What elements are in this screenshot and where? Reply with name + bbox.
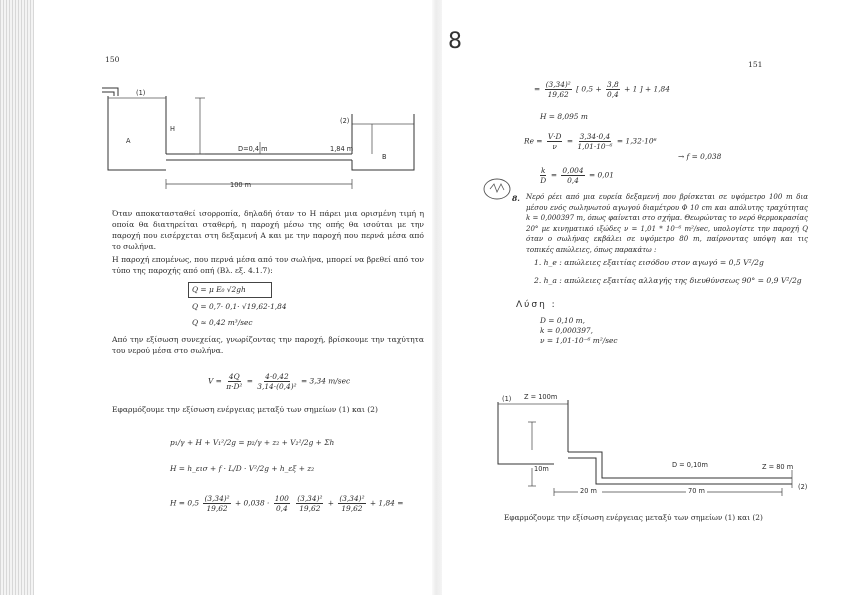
page-number-right: 151 [748, 60, 763, 69]
z-bottom-label: Z = 80 m [762, 463, 794, 471]
page-number-left: 150 [105, 55, 120, 64]
paragraph-equilibrium: Όταν αποκατασταθεί ισορροπία, δηλαδή όταν το H πάρει μια ορισμένη τιμή η οποία θα διατηρείται σταθερή, η παροχή μέσω της οπής θα ισούται με την παροχή που εισέρχεται στη δεξαμενή A και με την παροχή που περνά μέσα από το σωλήνα. [112, 209, 424, 251]
denominator: 19,62 [299, 504, 321, 513]
numerator: V·D [547, 132, 562, 141]
numerator: (3,34)² [297, 494, 323, 503]
length-70m-label: 70 m [688, 487, 705, 495]
numerator: 3,8 [607, 80, 619, 89]
length-20m-label: 20 m [580, 487, 597, 495]
denominator: 19,62 [206, 504, 228, 513]
problem-number: 8. [512, 194, 520, 203]
eq-h-numeric [170, 494, 403, 513]
denominator: 1,01·10⁻⁶ [577, 142, 613, 151]
fraction [338, 494, 365, 513]
equals: = [246, 376, 253, 386]
fig-label-2: (2) [340, 117, 350, 125]
bracket-open: [ 0,5 + [576, 84, 602, 94]
eq-energy: p₁/γ + H + V₁²/2g = p₂/γ + z₂ + V₂²/2g + Σh [170, 438, 335, 447]
numerator: 4Q [228, 372, 240, 381]
given-diameter: D = 0,10 m, [540, 316, 585, 325]
eq-reynolds [524, 132, 657, 151]
denominator: 0,4 [567, 176, 579, 185]
denominator: D [540, 176, 547, 185]
denominator: 19,62 [547, 90, 569, 99]
numerator: (3,34)² [204, 494, 230, 503]
denominator: 0,4 [275, 504, 288, 513]
fig2-label-1: (1) [502, 395, 512, 403]
loss-bend: 2. h_a : απώλειες εξαιτίας αλλαγής της διευθύνσεως 90° = 0,9 V²/2g [534, 276, 802, 285]
bracket-close: + 1 ] + 1,84 [624, 84, 670, 94]
diameter-label: D=0,4 m [238, 145, 268, 153]
fraction [296, 494, 323, 513]
tanks-pipe-figure [100, 84, 420, 194]
fraction [606, 80, 620, 99]
fraction [545, 80, 572, 99]
eq-h-tail: + 1,84 = [369, 498, 404, 508]
eq-h-coef: H = 0,5 [170, 498, 200, 508]
figure-caption: Εφαρμόζουμε την εξίσωση ενέργειας μεταξύ των σημείων (1) και (2) [504, 513, 763, 522]
h-label: H [170, 125, 175, 133]
fraction [274, 494, 290, 513]
loss-entrance: 1. h_e : απώλειες εξαιτίας εισόδου στον αγωγό = 0,5 V²/2g [534, 258, 764, 267]
eq-velocity-rhs: = 3,34 m/sec [300, 376, 351, 386]
depth-10m-label: 10m [534, 465, 549, 473]
given-roughness: k = 0,000397, [540, 326, 593, 335]
numerator: (3,34)² [339, 494, 365, 503]
eq-h-bracket [534, 80, 670, 99]
handwritten-number: 8 [448, 29, 462, 54]
fraction [577, 132, 612, 151]
denominator: 19,62 [341, 504, 363, 513]
eq-velocity [208, 372, 350, 391]
eq-h-friction: + 0,038 · [235, 498, 270, 508]
numerator: (3,34)² [545, 80, 571, 89]
problem-statement: Νερό ρέει από μια ευρεία δεξαμενή που βρίσκεται σε υψόμετρο 100 m δια μέσου ενός σωληνωτού αγωγού διαμέτρου Φ 10 cm και απόλυτης τραχύτητας k = 0,000397 m, όπως φαίνεται στο σχήμα. Θεωρώντας το νερό θερμοκρασίας 20° με κινηματικό ιξώδες ν = 1,01 * 10⁻⁶ m²/sec, υπολογίστε την παροχή Q όταν ο σωλήνας εκβάλει σε υψόμετρο 80 m, παίρνοντας υπόψη και τις τοπικές απώλειες, όπως παρακάτω : [526, 193, 808, 254]
scan-edge-left [0, 0, 34, 595]
paragraph-energy: Εφαρμόζουμε την εξίσωση ενέργειας μεταξύ των σημείων (1) και (2) [112, 405, 378, 414]
friction-factor: → f = 0,038 [678, 152, 722, 161]
equals: = [550, 170, 558, 180]
equals: = [534, 84, 541, 94]
paragraph-discharge: Η παροχή επομένως, που περνά μέσα από τον σωλήνα, μπορεί να βρεθεί από τον τύπο της παροχής από οπή (Βλ. εξ. 4.1.7): [112, 255, 424, 275]
fraction [547, 132, 563, 151]
denominator: ν [552, 142, 557, 151]
tank-b-label: B [382, 153, 387, 161]
denominator: 0,4 [607, 90, 619, 99]
eq-q-substitution: Q = 0,7· 0,1· √19,62·1,84 [192, 302, 287, 311]
eq-h-general: H = h_εισ + f · L/D · V²/2g + h_εξ + z₂ [170, 464, 315, 473]
left-page [40, 0, 432, 595]
numerator: 4·0,42 [265, 372, 289, 381]
page-gutter [432, 0, 442, 595]
given-viscosity: ν = 1,01·10⁻⁶ m²/sec [540, 336, 618, 345]
tank-a-label: A [126, 137, 131, 145]
fraction [203, 494, 230, 513]
numerator: 0,004 [562, 166, 584, 175]
length-label: 100 m [230, 181, 252, 189]
denominator: 3,14·(0,4)² [257, 382, 297, 391]
re-lhs: Re = [524, 136, 543, 146]
fig-label-1: (1) [136, 89, 146, 97]
fraction [540, 166, 546, 185]
eq-q-result: Q ≈ 0,42 m³/sec [192, 318, 253, 327]
right-page [442, 0, 842, 595]
eq-h-result: H = 8,095 m [540, 112, 588, 121]
paragraph-continuity: Από την εξίσωση συνεχείας, γνωρίζοντας την παροχή, βρίσκουμε την ταχύτητα του νερού μέσα στο σωλήνα. [112, 335, 424, 355]
numerator: 100 [274, 494, 289, 503]
solution-heading: Λύση : [516, 300, 557, 310]
equals: = [566, 136, 574, 146]
plus: + [327, 498, 334, 508]
fraction [257, 372, 296, 391]
fraction [226, 372, 242, 391]
handwritten-mark [482, 176, 512, 202]
eq-relative-roughness [538, 166, 614, 185]
denominator: π·D² [226, 382, 243, 391]
numerator: k [541, 166, 546, 175]
re-result: = 1,32·10⁶ [616, 136, 657, 146]
roughness-result: = 0,01 [588, 170, 614, 180]
fig2-label-2: (2) [798, 483, 808, 491]
reservoir-pipe-figure [492, 392, 812, 504]
fraction [561, 166, 584, 185]
z-top-label: Z = 100m [524, 393, 558, 401]
eq-velocity-lhs: V = [208, 376, 222, 386]
pipe-diameter-label: D = 0,10m [672, 461, 708, 469]
numerator: 3,34·0,4 [579, 132, 611, 141]
eq-q-formula: Q = μ E₀ √2gh [192, 285, 246, 294]
height-label: 1,84 m [330, 145, 354, 153]
